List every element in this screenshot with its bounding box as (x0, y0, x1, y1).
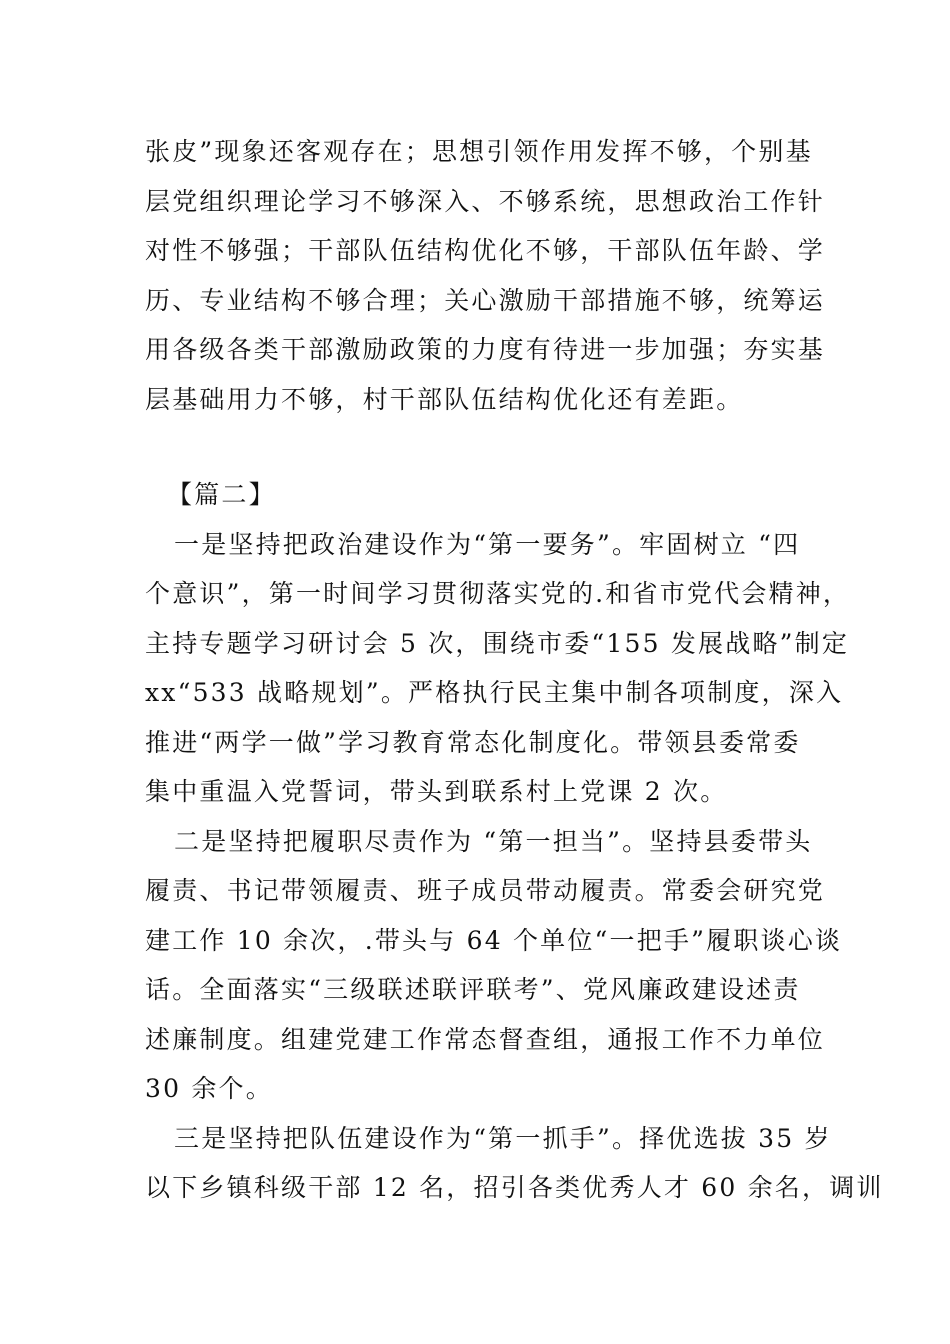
text-line: 三是坚持把队伍建设作为“第一抓手”。择优选拔 35 岁 (174, 1123, 832, 1153)
section-heading: 【篇二】 (167, 480, 276, 509)
text-line: 历、专业结构不够合理；关心激励干部措施不够，统筹运 (145, 285, 826, 315)
continued-paragraph (145, 127, 826, 424)
text-line: 主持专题学习研讨会 5 次，围绕市委“155 发展战略”制定 (145, 628, 850, 658)
paragraph-team-building (145, 1114, 884, 1213)
text-line: 履责、书记带领履责、班子成员带动履责。常委会研究党 (145, 876, 826, 905)
text-line: 层基础用力不够，村干部队伍结构优化还有差距。 (145, 384, 744, 414)
text-line: 个意识”，第一时间学习贯彻落实党的.和省市党代会精神， (145, 579, 851, 608)
text-line: 集中重温入党誓词，带头到联系村上党课 2 次。 (145, 777, 728, 806)
text-line: 用各级各类干部激励政策的力度有待进一步加强；夯实基 (145, 335, 826, 364)
text-line: 以下乡镇科级干部 12 名，招引各类优秀人才 60 余名，调训 (145, 1173, 884, 1202)
section-two (145, 470, 884, 1213)
text-line: xx“533 战略规划”。严格执行民主集中制各项制度，深入 (145, 678, 844, 707)
text-line: 一是坚持把政治建设作为“第一要务”。牢固树立 “四 (174, 529, 801, 559)
paragraph-duty-fulfillment (145, 817, 843, 1114)
text-line: 推进“两学一做”学习教育常态化制度化。带领县委常委 (145, 727, 801, 757)
text-line: 层党组织理论学习不够深入、不够系统，思想政治工作针 (145, 186, 826, 216)
text-line: 张皮”现象还客观存在；思想引领作用发挥不够，个别基 (145, 137, 813, 166)
text-line: 二是坚持把履职尽责作为 “第一担当”。坚持县委带头 (174, 826, 813, 856)
text-line: 述廉制度。组建党建工作常态督查组，通报工作不力单位 (145, 1024, 826, 1054)
text-line: 话。全面落实“三级联述联评联考”、党风廉政建设述责 (145, 975, 801, 1004)
text-line: 对性不够强；干部队伍结构优化不够，干部队伍年龄、学 (145, 236, 826, 265)
paragraph-political-construction (145, 520, 851, 817)
text-line: 建工作 10 余次，.带头与 64 个单位“一把手”履职谈心谈 (145, 925, 843, 955)
text-line: 30 余个。 (145, 1074, 273, 1103)
